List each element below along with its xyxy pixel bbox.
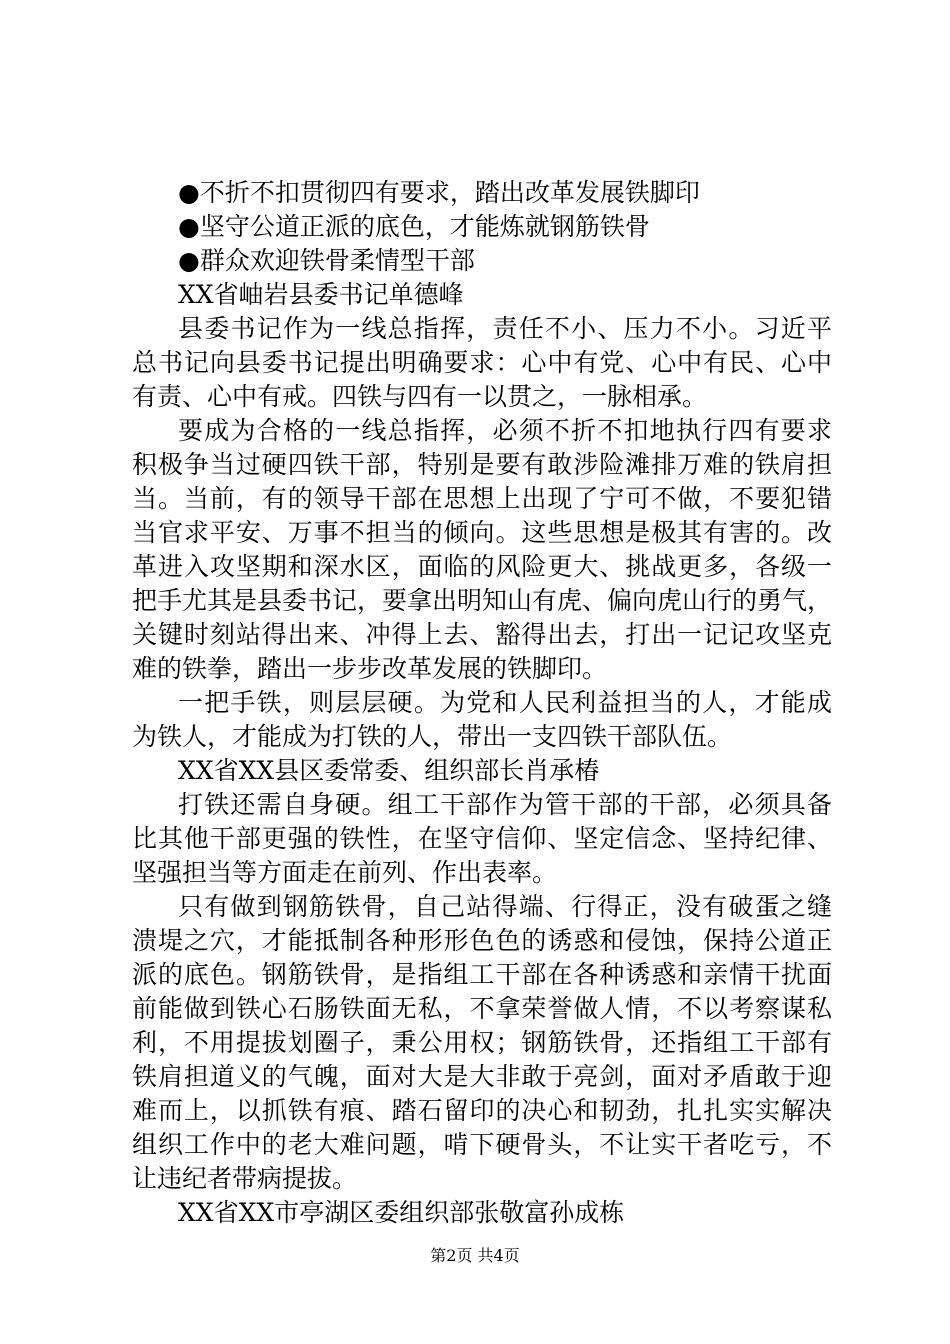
paragraph-line: 派的底色。钢筋铁骨，是指组工干部在各种诱惑和亲情干扰面	[132, 960, 832, 989]
paragraph-line: 前能做到铁心石肠铁面无私，不拿荣誉做人情，不以考察谋私	[132, 994, 832, 1023]
paragraph-line: 当。当前，有的领导干部在思想上出现了宁可不做，不要犯错	[132, 484, 832, 513]
paragraph-line: 溃堤之穴，才能抵制各种形形色色的诱惑和侵蚀，保持公道正	[132, 926, 832, 955]
bullet-headline: ●坚守公道正派的底色，才能炼就钢筋铁骨	[178, 212, 650, 241]
page-number-footer: 第2页 共4页	[430, 1246, 520, 1265]
author-line: XX省岫岩县委书记单德峰	[178, 280, 464, 309]
author-line: XX省XX市亭湖区委组织部张敬富孙成栋	[178, 1198, 625, 1227]
paragraph-line: 有责、心中有戒。四铁与四有一以贯之，一脉相承。	[132, 382, 708, 411]
paragraph-line: 为铁人，才能成为打铁的人，带出一支四铁干部队伍。	[132, 722, 733, 751]
bullet-headline: ●不折不扣贯彻四有要求，踏出改革发展铁脚印	[178, 178, 700, 207]
paragraph	[132, 686, 832, 754]
paragraph-line: 把手尤其是县委书记，要拿出明知山有虎、偏向虎山行的勇气，	[132, 586, 833, 615]
paragraph-line: 打铁还需自身硬。组工干部作为管干部的干部，必须具备	[178, 790, 832, 819]
paragraph-line: 只有做到钢筋铁骨，自己站得端、行得正，没有破蛋之缝	[178, 892, 832, 921]
paragraph-line: 关键时刻站得出来、冲得上去、豁得出去，打出一记记攻坚克	[132, 620, 832, 649]
paragraph-line: 难而上，以抓铁有痕、踏石留印的决心和韧劲，扎扎实实解决	[132, 1096, 832, 1125]
paragraph-line: 革进入攻坚期和深水区，面临的风险更大、挑战更多，各级一	[132, 552, 832, 581]
document-body	[132, 176, 832, 1230]
paragraph-line: 铁肩担道义的气魄，面对大是大非敢于亮剑，面对矛盾敢于迎	[132, 1062, 832, 1091]
paragraph	[132, 312, 832, 414]
paragraph	[132, 414, 832, 686]
paragraph-line: 当官求平安、万事不担当的倾向。这些思想是极其有害的。改	[132, 518, 832, 547]
paragraph-line: 比其他干部更强的铁性，在坚守信仰、坚定信念、坚持纪律、	[132, 824, 832, 853]
paragraph-line: 难的铁拳，踏出一步步改革发展的铁脚印。	[132, 654, 608, 683]
paragraph-line: 组织工作中的老大难问题，啃下硬骨头，不让实干者吃亏，不	[132, 1130, 832, 1159]
paragraph-line: 坚强担当等方面走在前列、作出表率。	[132, 858, 558, 887]
paragraph-line: 一把手铁，则层层硬。为党和人民利益担当的人，才能成	[178, 688, 832, 717]
paragraph-line: 要成为合格的一线总指挥，必须不折不扣地执行四有要求	[178, 416, 832, 445]
paragraph	[132, 788, 832, 890]
bullet-headline: ●群众欢迎铁骨柔情型干部	[178, 246, 475, 275]
paragraph-line: 县委书记作为一线总指挥，责任不小、压力不小。习近平	[178, 314, 832, 343]
paragraph-line: 利，不用提拔划圈子，秉公用权；钢筋铁骨，还指组工干部有	[132, 1028, 832, 1057]
paragraph-line: 总书记向县委书记提出明确要求：心中有党、心中有民、心中	[132, 348, 832, 377]
author-line: XX省XX县区委常委、组织部长肖承椿	[178, 756, 600, 785]
paragraph-line: 积极争当过硬四铁干部，特别是要有敢涉险滩排万难的铁肩担	[132, 450, 832, 479]
paragraph-line: 让违纪者带病提拔。	[132, 1164, 358, 1193]
paragraph	[132, 890, 832, 1196]
